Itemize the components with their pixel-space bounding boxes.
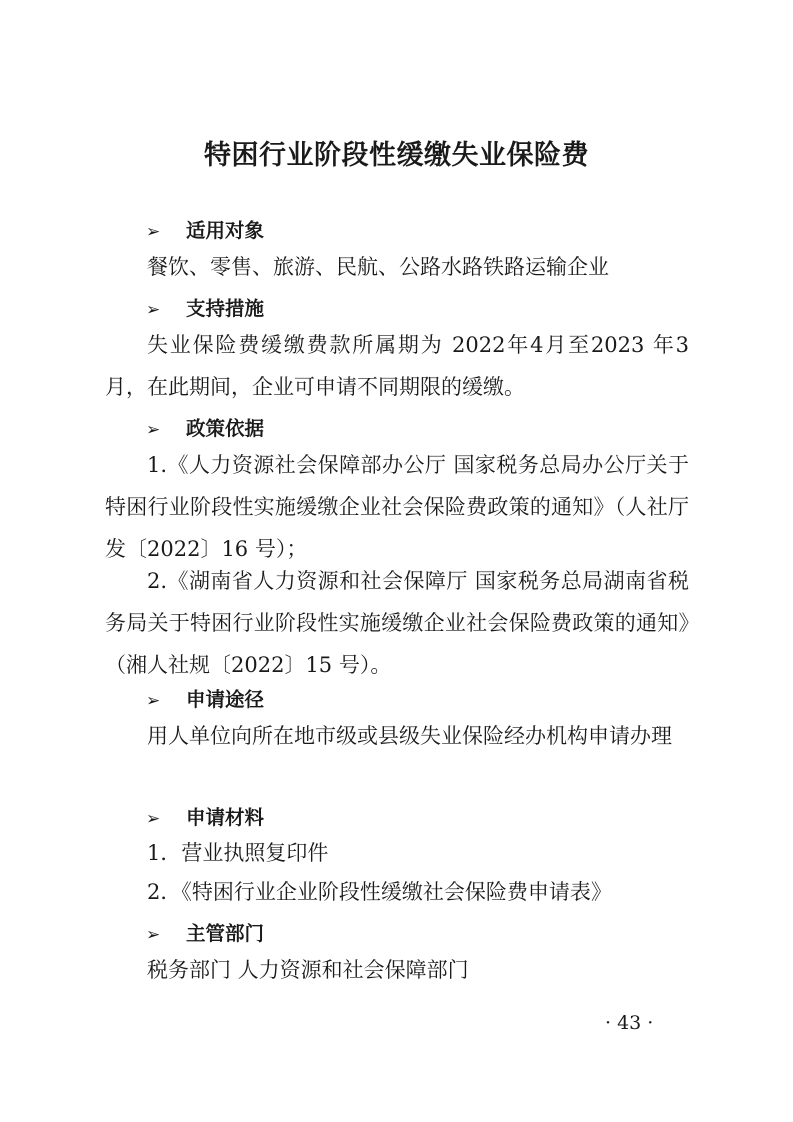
page-title: 特困行业阶段性缓缴失业保险费 [204, 140, 589, 171]
arrow-bullet-icon: ➢ [146, 420, 161, 440]
section-heading-label: 支持措施 [186, 297, 265, 320]
section-heading-label: 政策依据 [186, 417, 265, 440]
paragraph: 2．《特困行业企业阶段性缓缴社会保险费申请表》 [147, 880, 612, 904]
section-heading-policy-basis [146, 413, 264, 441]
paragraph: 1.《人力资源社会保障部办公厅 国家税务总局办公厅关于特困行业阶段性实施缓缴企业社会保险费政策的通知》（人社厅发〔2022〕16 号）； [105, 453, 689, 561]
arrow-bullet-icon: ➢ [146, 809, 161, 829]
section-heading-label: 适用对象 [186, 219, 265, 242]
paragraph: 餐饮、零售、旅游、民航、公路水路铁路运输企业 [147, 255, 609, 279]
section-heading-label: 申请途径 [186, 688, 265, 711]
paragraph: 失业保险费缓缴费款所属期为 2022年4月至2023 年3月，在此期间，企业可申请不同期限的缓缴。 [105, 333, 689, 399]
paragraph: 2.《湖南省人力资源和社会保障厅 国家税务总局湖南省税务局关于特困行业阶段性实施缓缴企业社会保险费政策的通知》（湘人社规〔2022〕15 号）。 [105, 569, 689, 677]
section-heading-application-materials [146, 802, 264, 830]
paragraph: 1．营业执照复印件 [147, 841, 329, 865]
page-number: · 43 · [605, 1012, 654, 1034]
section-heading-competent-department [146, 918, 264, 946]
arrow-bullet-icon: ➢ [146, 925, 161, 945]
arrow-bullet-icon: ➢ [146, 691, 161, 711]
arrow-bullet-icon: ➢ [146, 222, 161, 242]
paragraph: 用人单位向所在地市级或县级失业保险经办机构申请办理 [147, 724, 672, 748]
section-heading-support-measures [146, 293, 264, 321]
arrow-bullet-icon: ➢ [146, 300, 161, 320]
section-heading-applicable-objects [146, 215, 264, 243]
paragraph: 税务部门 人力资源和社会保障部门 [147, 958, 469, 982]
section-heading-label: 主管部门 [186, 922, 265, 945]
section-heading-application-channel [146, 684, 264, 712]
section-heading-label: 申请材料 [186, 806, 265, 829]
